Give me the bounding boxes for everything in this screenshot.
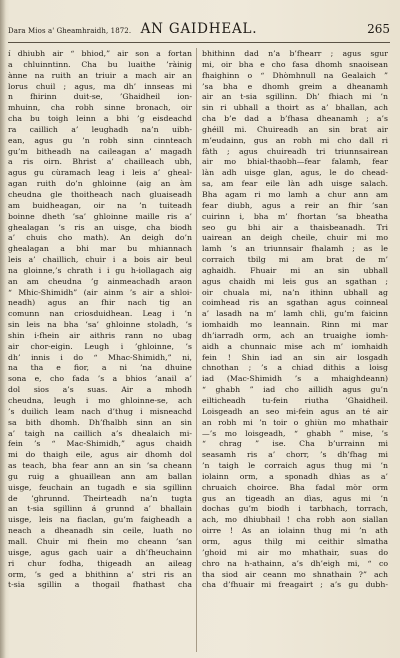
text-line: boinne dheth ’sa’ ghloinne maille ris a’ (8, 211, 192, 221)
text-line: gu’m bitheadh na caileagan a’ magadh (8, 146, 192, 156)
text-line: agus gu cùramach leag i leis a’ gheal- (8, 168, 192, 178)
text-line: —’s mo loisgeadh, “ ghabh ” mise, ’s (202, 428, 388, 438)
text-line: agan ruith do’n ghloinne (aig an àm (8, 179, 192, 189)
text-line: ’ghoid mi air mo mhathair, suas do (202, 547, 388, 557)
text-line: fàth ; agus chuireadh tri triunnsairean (202, 146, 388, 156)
text-line: chro na h-athainn, a’s dh’eigh mi, “ co (202, 558, 388, 568)
text-line: í dhiubh air “ bhiod,” air son a fortan (8, 49, 192, 58)
text-line: oirre ! As an iolainn thug mi ’n ath (202, 526, 388, 536)
text-line: cuirinn i, bha m’ fhortan ’sa bheatha (202, 211, 388, 221)
text-line: orm, ’s ged a bhithinn a’ stri ris an (8, 569, 192, 579)
text-line: iomhaidh mo leannain. Rinn mi mar (202, 320, 388, 330)
text-line: làn adh uisge glan, agus, le do chead- (202, 168, 388, 178)
text-line: “ chrag ” ise. Cha b’urrainn mi (202, 439, 388, 449)
page-number: 265 (367, 22, 390, 36)
text-line: a chluinntinn. Cha bu luaithe ’ràinig (8, 59, 192, 69)
text-line: ’n taigh le corraich agus thug mi ’n (202, 461, 388, 471)
text-line: ra caillich a’ leughadh na’n uibh- (8, 124, 192, 134)
text-line: an robh mi ’n toir o ghiùn mo mhathair (202, 417, 388, 427)
text-line: an am cheudna ’g ainmeachadh araon (8, 276, 192, 286)
text-line: cha b’e dad a b’fhasa dheanamh ; a’s (202, 114, 388, 124)
text-line: fein ! Shin iad an sin air losgadh (202, 352, 388, 362)
text-line: sin leis na bha ’sa’ ghloinne stoladh, ’s (8, 320, 192, 330)
text-line: cheudna gle thoitheach nach gluaiseadh (8, 189, 192, 199)
text-line: a’ lasadh na m’ lamh chli, gu’m faicinn (202, 309, 388, 319)
text-line: ean, agus gu ’n robh sinn cinnteach (8, 135, 192, 145)
text-line: gu ruig a ghuaillean ann am ballan (8, 471, 192, 481)
text-line: dochas gu’m biodh i tarbhach, torrach, (202, 504, 388, 514)
text-line: aidh a chunnaic mise ach m’ iomhaidh (202, 341, 388, 351)
text-line: neach a dheanadh sin ceile, luath no (8, 526, 192, 536)
text-line: fear diubh, agus a reir an fhir ’san (202, 200, 388, 210)
text-line: na tha e fior, a ni ’na dhuine (8, 363, 192, 373)
column-divider (196, 48, 197, 652)
text-line: air an t-sia sgillinn. Dh’ fhiach mi ’n (202, 92, 388, 102)
text-line: mhuinn, cha robh sinne bronach, oir (8, 103, 192, 113)
text-line: ghealagan a bhi mar bu mhiannach (8, 244, 192, 254)
text-line: air chor-eigin. Leugh i ’ghloinne, ’s (8, 341, 192, 351)
text-line: air mo bhial-thaobh—fear falamh, fear (202, 157, 388, 167)
text-line: fein ’s “ Mac-Shimidh,” agus chaidh (8, 439, 192, 449)
text-line: chnothan ; ’s a chiad dithis a loisg (202, 363, 388, 373)
running-head: Dara Mios a' Gheamhraidh, 1872. (8, 27, 132, 35)
text-line: iolainn orm, a sponadh dhìas as a’ (202, 471, 388, 481)
text-line: am buidheagan, oir na ’n tuiteadh (8, 200, 192, 210)
text-line: “ Mhic-Shimidh” (air ainm ’s air a shloi- (8, 287, 192, 297)
left-column (8, 49, 192, 591)
text-line: na gloinne,’s chrath i i gu h-iollagach aig (8, 265, 192, 275)
text-line: n fhirinn duit-se, ’Ghaidheil ion- (8, 92, 192, 102)
page-header (8, 20, 390, 43)
text-line: iad (Mac-Shimidh ’s a mhaighdeann) (202, 374, 388, 384)
text-line: a’ chuis cho math). An deigh do’n (8, 233, 192, 243)
text-line: fhaighinn o “ Dhòmhnull na Gealaich ” (202, 70, 388, 80)
text-line: uisge, feuchain an tugadh e sia sgillinn (8, 482, 192, 492)
text-line: ’s duilich leam nach d’thug i misneachd (8, 406, 192, 416)
binding-gutter-shadow (0, 0, 6, 658)
text-line: uisge, leis na fiaclan, gu’m faigheadh a (8, 515, 192, 525)
text-line: gus an tigeadh an dìas, agus mi ’n (202, 493, 388, 503)
text-line: aghaidh. Fhuair mi an sin ubhall (202, 265, 388, 275)
text-line: cheudna, leugh i mo ghloinne-se, ach (8, 396, 192, 405)
text-line: t-sia sgillin a thogail fhathast cha (8, 580, 192, 590)
text-line: m’eudainn, gus an robh mi cho dall ri (202, 135, 388, 145)
text-line: mall. Chuir mi fhein mo cheann ’san (8, 536, 192, 546)
text-line: mi, oir bha e cho fasa dhomh snaoisean (202, 59, 388, 69)
text-line: de ’ghrunnd. Theirteadh na’n tugta (8, 493, 192, 503)
text-line: cha d’fhuair mi freagairt ; a’s gu dubh- (202, 580, 388, 590)
text-line: comunn nan criosduidhean. Leag i ’n (8, 309, 192, 319)
text-line: Loisgeadh an seo mi-fein agus an té air (202, 406, 388, 416)
text-line: ghealagan ’s ris an uisge, cha biodh (8, 222, 192, 232)
text-line: ’sa bha e dhomh greim a dheanamh (202, 81, 388, 91)
text-line: a ris oirn. Bhrist a’ chailleach ubh, (8, 157, 192, 167)
text-line: dh’iarradh orm, ach an truaighe iomh- (202, 330, 388, 340)
text-line: shin i-fhein air aithris rann no ubag (8, 330, 192, 340)
text-line: orm, agus thilg mi ceithir slmatha (202, 536, 388, 546)
right-column (202, 49, 388, 591)
text-line: seo gu bhi air a thaisbeanadh. Tri (202, 222, 388, 232)
text-line: ànne na ruith an triuir a mach air an (8, 70, 192, 80)
text-line: corraich tbilg mi am brat de m’ (202, 255, 388, 265)
text-line: chruaich choirce. Bha fadal mòr orm (202, 482, 388, 492)
text-line: ghéill mi. Chuireadh an sin brat air (202, 124, 388, 134)
text-line: a’ taigh na caillich a’s dhealaich mi- (8, 428, 192, 438)
text-line: neadh) agus an fhir nach tig an (8, 298, 192, 308)
page-title: AN GAIDHEAL. (140, 21, 258, 37)
text-line: bhithinn dad n’a b’fhearr ; agus sgur (202, 49, 388, 58)
text-line: dol sios a’s suas. Air a mhodh (8, 385, 192, 395)
text-line: seasamh ris a’ chorr, ’s dh’fhag mi (202, 450, 388, 460)
text-line: Bha agam ri mo lamh a chur ann am (202, 189, 388, 199)
text-line: ri chur fodha, thigeadh an aileag (8, 558, 192, 568)
text-line: uairean an deigh cheile, chuir mi mo (202, 233, 388, 243)
text-line: eilticheadh tu-fein riutha ’Ghaidheil. (202, 396, 388, 405)
text-line: coimhead ris an sgathan agus coinneal (202, 298, 388, 308)
text-line: as teach, bha fear ann an sin ’sa cheann (8, 461, 192, 471)
text-line: ach, mo dhiubhail ! cha robh aon siallan (202, 515, 388, 525)
text-line: dh’ innis i do “ Mhac-Shimidh,” ni, (8, 352, 192, 362)
text-line: tha siod air ceann mo shnathain ?” ach (202, 569, 388, 579)
text-line: sin ri ubhall a thoirt as a’ bhallan, ach (202, 103, 388, 113)
text-line: lorus chuil ; agus, ma dh’ innseas mi (8, 81, 192, 91)
text-line: sa bith dhomh. Dh’fhalbh sinn an sin (8, 417, 192, 427)
text-line: “ ghabh ” iad cho aillidh agus gu’n (202, 385, 388, 395)
text-line: lamh ’s an triunnsair fhalamh ; as le (202, 244, 388, 254)
text-line: mi do thaigh eile, agus air dhomh dol (8, 450, 192, 460)
text-line: sona e, cho fada ’s a bhios ’anail a’ (8, 374, 192, 384)
text-line: uisge, agus gach uair a dh’fheuchainn (8, 547, 192, 557)
text-line: leis a’ chaillich, chuir i a bois air beul (8, 255, 192, 265)
text-line: oir chuala mi, na’n ithinn ubhall ag (202, 287, 388, 297)
text-line: cha bu toigh leinn a bhi ’g eisdeachd (8, 114, 192, 124)
text-line: an t-sia sgillinn á grunnd a’ bhallain (8, 504, 192, 514)
text-line: agus chaidh mi leis gus an sgathan ; (202, 276, 388, 286)
text-line: sa, am fear eile làn adh uisge salach. (202, 179, 388, 189)
